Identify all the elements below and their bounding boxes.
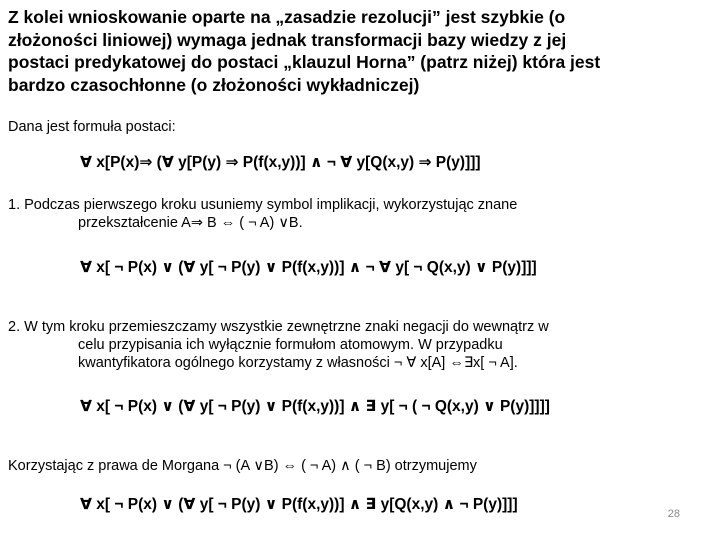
heading-line-3: postaci predykatowej do postaci „klauzul Horna” (patrz niżej) która jest xyxy=(8,52,601,72)
step1-line-2: przekształcenie A⇒ B ⇔ ( ¬ A) ∨B. xyxy=(78,215,303,231)
heading-line-2: złożoności liniowej) wymaga jednak transformacji bazy wiedzy z jej xyxy=(8,29,567,50)
slide-heading xyxy=(8,6,708,96)
page-number: 28 xyxy=(667,508,680,520)
formula-original: ∀ x[P(x)⇒ (∀ y[P(y) ⇒ P(f(x,y))] ∧ ¬ ∀ y[Q(x,y) ⇒ P(y)]]] xyxy=(80,154,481,171)
step3-line: Korzystając z prawa de Morgana ¬ (A ∨B) ⇔ ( ¬ A) ∧ ( ¬ B) otrzymujemy xyxy=(8,458,477,474)
step1-line-1: 1. Podczas pierwszego kroku usuniemy symbol implikacji, wykorzystując znane xyxy=(8,197,518,213)
step2-line-3: kwantyfikatora ogólnego korzystamy z własności ¬ ∀ x[A] ⇔∃x[ ¬ A]. xyxy=(78,355,518,371)
heading-line-4: bardzo czasochłonne (o złożoności wykładniczej) xyxy=(8,74,420,95)
step2-line-1: 2. W tym kroku przemieszczamy wszystkie zewnętrzne znaki negacji do wewnątrz w xyxy=(8,319,549,335)
step2-line-2: celu przypisania ich wyłącznie formułom atomowym. W przypadku xyxy=(78,337,503,353)
heading-line-1: Z kolei wnioskowanie oparte na „zasadzie rezolucji” jest szybkie (o xyxy=(8,7,566,27)
intro-text: Dana jest formuła postaci: xyxy=(8,119,176,135)
formula-step3: ∀ x[ ¬ P(x) ∨ (∀ y[ ¬ P(y) ∨ P(f(x,y))] ∧ ∃ y[Q(x,y) ∧ ¬ P(y)]]] xyxy=(80,496,518,513)
formula-step1: ∀ x[ ¬ P(x) ∨ (∀ y[ ¬ P(y) ∨ P(f(x,y))] ∧ ¬ ∀ y[ ¬ Q(x,y) ∨ P(y)]]] xyxy=(80,259,537,276)
formula-step2: ∀ x[ ¬ P(x) ∨ (∀ y[ ¬ P(y) ∨ P(f(x,y))] ∧ ∃ y[ ¬ ( ¬ Q(x,y) ∨ P(y)]]]] xyxy=(80,398,550,415)
